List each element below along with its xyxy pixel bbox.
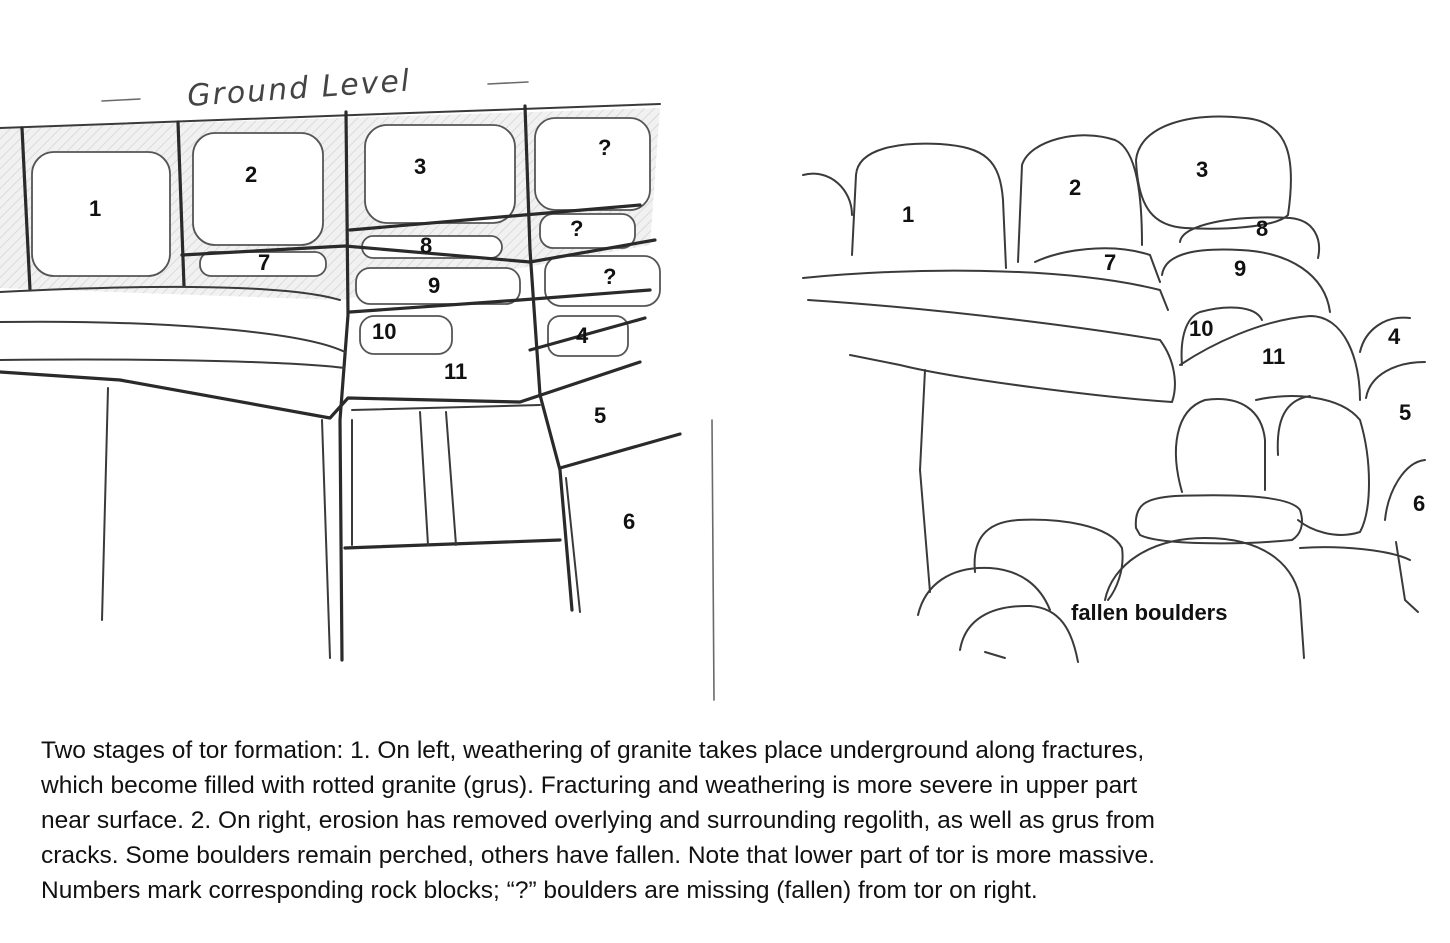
core-stone-3 <box>365 125 515 223</box>
tor-right-edge-line <box>1396 542 1418 612</box>
caption-line-5: Numbers mark corresponding rock blocks; “?” boulders are missing (fallen) from tor on right. <box>41 877 1038 904</box>
lower-box-top <box>352 405 540 410</box>
caption-line-4: cracks. Some boulders remain perched, others have fallen. Note that lower part of tor is more massive. <box>41 842 1155 869</box>
lower-box-mid1 <box>420 412 428 545</box>
left-block-label-q2: ? <box>570 216 584 241</box>
lower-fracture-b <box>322 420 330 658</box>
ground-dash-left <box>102 99 140 101</box>
fallen-boulder-2 <box>918 568 1050 615</box>
lower-fracture-c <box>566 478 580 612</box>
fallen-boulder-3 <box>960 606 1078 662</box>
left-block-label-3: 3 <box>414 154 427 179</box>
left-block-label-5: 5 <box>594 403 607 428</box>
caption-line-2: which become filled with rotted granite (grus). Fracturing and weathering is more severe in upper part <box>41 772 1138 799</box>
tor-boulder-7 <box>1035 248 1160 282</box>
right-block-label-10: 10 <box>1189 316 1214 341</box>
tor-boulder-8 <box>1180 217 1319 258</box>
right-block-label-6: 6 <box>1413 491 1426 516</box>
right-block-label-2: 2 <box>1069 175 1082 200</box>
fallen-boulder-1 <box>975 520 1123 600</box>
paper-edge <box>712 420 714 700</box>
right-block-label-7: 7 <box>1104 250 1117 275</box>
fallen-boulder-5 <box>1105 538 1304 658</box>
lower-box-mid2 <box>446 412 456 545</box>
tor-block-5-edge <box>1366 362 1425 398</box>
left-panel-underground <box>0 63 714 700</box>
left-block-label-4: 4 <box>576 323 589 348</box>
fracture-h7 <box>345 540 560 548</box>
fracture-h6 <box>560 434 680 468</box>
right-block-label-11: 11 <box>1262 344 1286 369</box>
fallen-boulder-4 <box>985 652 1005 658</box>
fallen-boulders-label: fallen boulders <box>1071 600 1228 625</box>
ground-dash-right <box>488 82 528 84</box>
sheet-joint-3 <box>0 359 344 368</box>
left-block-label-6: 6 <box>623 509 636 534</box>
left-block-label-7: 7 <box>258 250 271 275</box>
tor-lower-left-face <box>920 370 930 592</box>
left-block-label-11: 11 <box>444 359 468 384</box>
right-block-label-5: 5 <box>1399 400 1412 425</box>
right-panel-exposed-tor <box>803 117 1425 662</box>
lower-fracture-a <box>102 388 108 620</box>
right-block-label-4: 4 <box>1388 324 1401 349</box>
right-block-label-8: 8 <box>1256 216 1269 241</box>
left-block-label-q1: ? <box>598 135 612 160</box>
left-block-label-9: 9 <box>428 273 441 298</box>
tor-boulder-3 <box>1136 117 1291 229</box>
tor-lower-block-b <box>1256 396 1369 535</box>
tor-boulder-1 <box>852 144 1006 268</box>
tor-block-4-edge <box>1360 318 1410 352</box>
left-block-label-1: 1 <box>89 196 102 221</box>
tor-lower-block-c <box>1278 396 1310 455</box>
left-block-label-10: 10 <box>372 319 397 344</box>
right-block-label-3: 3 <box>1196 157 1209 182</box>
core-stone-2 <box>193 133 323 245</box>
fallen-boulder-6 <box>1300 547 1410 560</box>
caption-line-3: near surface. 2. On right, erosion has removed overlying and surrounding regolith, as well as grus from <box>41 807 1155 834</box>
ground-level-label: Ground Level <box>186 63 413 114</box>
tor-slab-lower <box>808 300 1175 402</box>
tor-base-slab <box>1136 495 1302 543</box>
right-block-label-1: 1 <box>902 202 915 227</box>
sheet-joint-2 <box>0 322 345 352</box>
left-block-label-2: 2 <box>245 162 258 187</box>
tor-lower-block-a <box>1176 399 1265 492</box>
figure-caption <box>41 733 1441 908</box>
caption-line-1: Two stages of tor formation: 1. On left, weathering of granite takes place underground along fractures, <box>41 737 1145 764</box>
core-stone-q1 <box>535 118 650 210</box>
left-block-label-q3: ? <box>603 264 617 289</box>
tor-boulder-left-edge <box>803 174 852 215</box>
core-stone-q2 <box>540 214 635 248</box>
left-block-label-8: 8 <box>420 233 433 258</box>
right-block-label-9: 9 <box>1234 256 1247 281</box>
